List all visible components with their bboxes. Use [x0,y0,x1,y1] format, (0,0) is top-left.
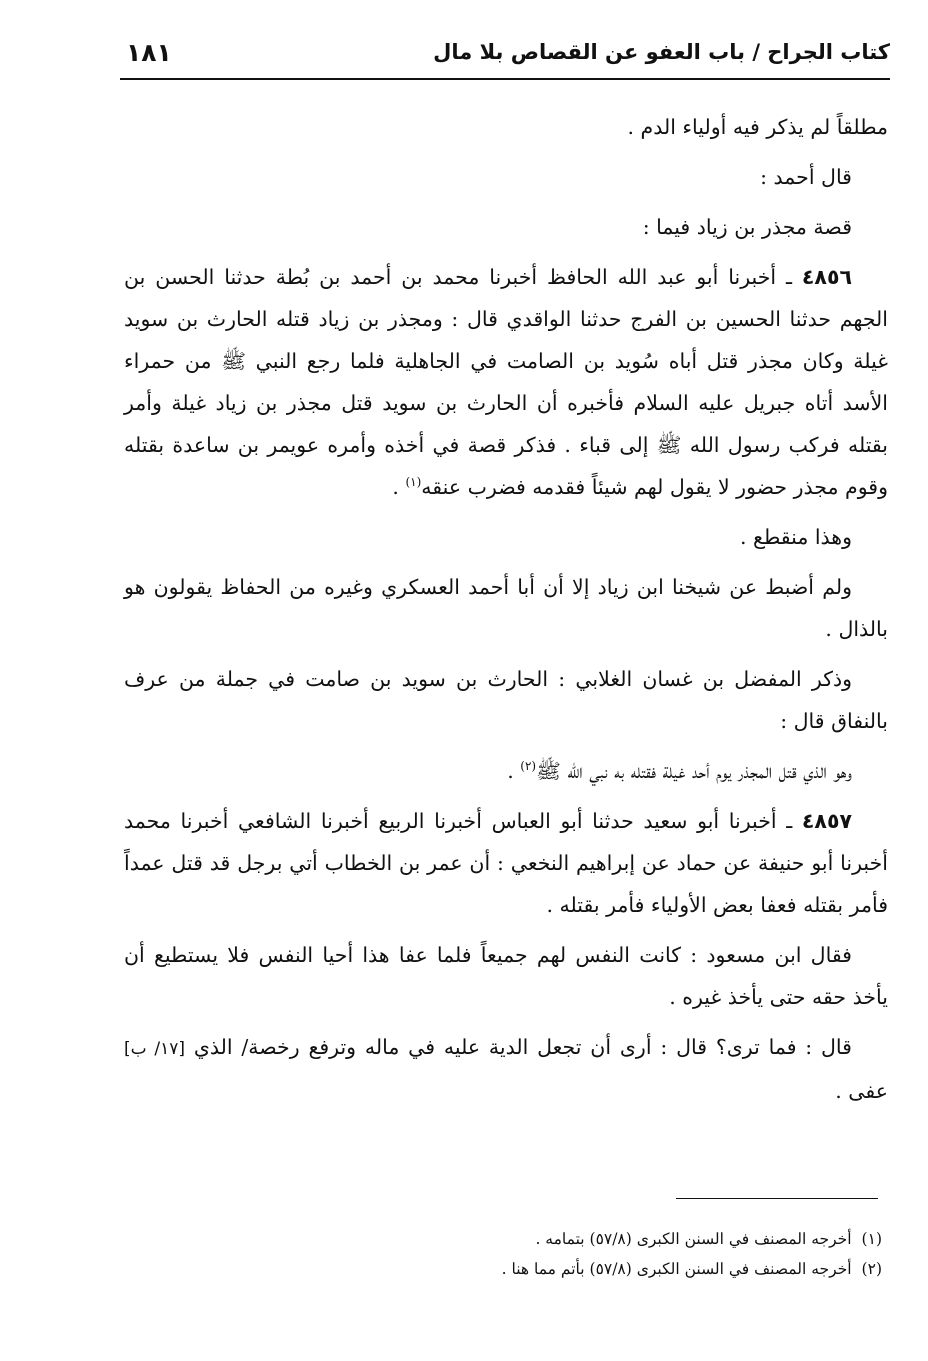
footnote-2 [380,1254,882,1284]
page-number: ١٨١ [126,38,172,67]
footnote-marker: (١) [861,1230,882,1248]
running-title: كتاب الجراح / باب العفو عن القصاص بلا مال [433,40,890,64]
manuscript-folio-ref: [١٧/ ب] [124,1039,185,1059]
paragraph-text: قال : فما ترى؟ قال : أرى أن تجعل الدية عليه في ماله وترفع رخصة/ الذي [193,1035,852,1059]
quote-text: وهو الذي قتل المجذر يوم أحد غيلة فقتله به نبي الله ﷺ [536,759,852,783]
footnote-1 [380,1224,882,1254]
footnote-separator [676,1198,878,1199]
paragraph: وذكر المفضل بن غسان الغلابي : الحارث بن سويد بن صامت في جملة من عرف بالنفاق قال : [124,667,888,733]
footnote-text: أخرجه المصنف في السنن الكبرى (٥٧/٨) بأتم مما هنا . [501,1260,852,1278]
hadith-text: ـ أخبرنا أبو عبد الله الحافظ أخبرنا محمد بن أحمد بن بُطة حدثنا الحسن بن الجهم حدثنا الحسين بن الفرج حدثنا الواقدي قال : ومجذر بن زياد قتله الحارث بن سويد غيلة وكان مجذر قتل أباه سُويد بن الصامت في الجاهلية فلما رجع النبي ﷺ من حمراء الأسد أتاه جبريل عليه السلام فأخبره أن الحارث بن سويد قتل مجذر بن زياد غيلة وأمر بقتله فركب رسول الله ﷺ إلى قباء . فذكر قصة في أخذه وأمره عويمر بن ساعدة بقتله وقوم مجذر حضور لا يقول لهم شيئاً فقدمه فضرب عنقه [124,265,888,499]
footnotes [380,1224,882,1284]
hadith-number: ٤٨٥٦ [801,265,852,289]
main-text [124,106,888,1120]
sentence-end: . [507,759,521,783]
footnote-marker: (٢) [520,759,537,774]
footnote-marker: (٢) [861,1260,882,1278]
paragraph: ولم أضبط عن شيخنا ابن زياد إلا أن أبا أحمد العسكري وغيره من الحفاظ يقولون هو بالذال . [124,575,888,641]
hadith-4857 [124,800,888,926]
hadith-text: ـ أخبرنا أبو سعيد حدثنا أبو العباس أخبرنا الربيع أخبرنا الشافعي أخبرنا محمد أخبرنا أبو حنيفة عن حماد عن إبراهيم النخعي : أن عمر بن الخطاب أتي برجل قد قتل عمداً فأمر بقتله فعفا بعض الأولياء فأمر بقتله . [124,809,888,917]
paragraph [124,750,888,792]
sentence-end: . [392,475,406,499]
paragraph [124,1026,888,1112]
paragraph: مطلقاً لم يذكر فيه أولياء الدم . [627,115,888,139]
paragraph: فقال ابن مسعود : كانت النفس لهم جميعاً فلما عفا هذا أحيا النفس فلا يستطيع أن يأخذ حقه حتى يأخذ غيره . [124,943,888,1009]
page-header [120,38,890,80]
hadith-4856 [124,256,888,508]
footnote-text: أخرجه المصنف في السنن الكبرى (٥٧/٨) بتمامه . [535,1230,852,1248]
footnote-marker: (١) [405,475,422,490]
hadith-number: ٤٨٥٧ [801,809,852,833]
paragraph: وهذا منقطع . [740,525,852,549]
paragraph: قصة مجذر بن زياد فيما : [642,215,852,239]
paragraph: قال أحمد : [760,165,852,189]
paragraph-end: عفى . [835,1079,888,1103]
